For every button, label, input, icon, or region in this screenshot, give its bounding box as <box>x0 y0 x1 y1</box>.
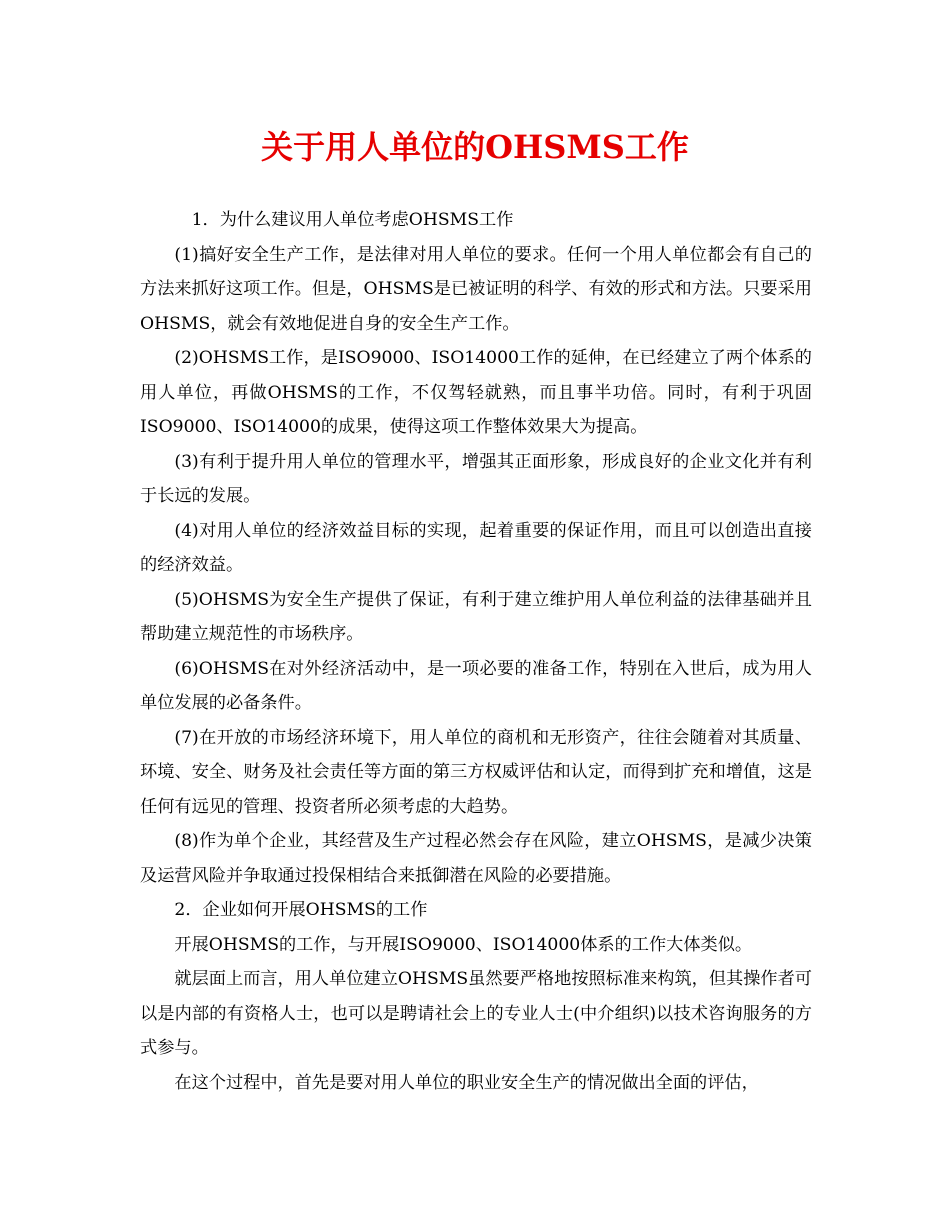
paragraph: (1)搞好安全生产工作，是法律对用人单位的要求。任何一个用人单位都会有自己的方法来抓好这项工作。但是，OHSMS是已被证明的科学、有效的形式和方法。只要采用OHSMS，就会有效地促进自身的安全生产工作。 <box>140 244 812 334</box>
paragraph: 就层面上而言，用人单位建立OHSMS虽然要严格地按照标准来构筑，但其操作者可以是内部的有资格人士，也可以是聘请社会上的专业人士(中介组织)以技术咨询服务的方式参与。 <box>140 969 812 1058</box>
document-body <box>140 203 812 1100</box>
paragraph: (3)有利于提升用人单位的管理水平，增强其正面形象，形成良好的企业文化并有利于长远的发展。 <box>140 451 812 506</box>
paragraph: (8)作为单个企业，其经营及生产过程必然会存在风险，建立OHSMS，是减少决策及运营风险并争取通过投保相结合来抵御潜在风险的必要措施。 <box>140 831 812 886</box>
paragraph: (4)对用人单位的经济效益目标的实现，起着重要的保证作用，而且可以创造出直接的经济效益。 <box>140 520 812 575</box>
section-heading-1: 1．为什么建议用人单位考虑OHSMS工作 <box>191 210 514 230</box>
section-heading-2: 2．企业如何开展OHSMS的工作 <box>174 900 428 920</box>
paragraph: (2)OHSMS工作，是ISO9000、ISO14000工作的延伸，在已经建立了两个体系的用人单位，再做OHSMS的工作，不仅驾轻就熟，而且事半功倍。同时，有利于巩固ISO9000、ISO14000的成果，使得这项工作整体效果大为提高。 <box>140 348 812 437</box>
paragraph: (7)在开放的市场经济环境下，用人单位的商机和无形资产，往往会随着对其质量、环境、安全、财务及社会责任等方面的第三方权威评估和认定，而得到扩充和增值，这是任何有远见的管理、投资者所必须考虑的大趋势。 <box>140 727 812 817</box>
paragraph: (5)OHSMS为安全生产提供了保证，有利于建立维护用人单位利益的法律基础并且帮助建立规范性的市场秩序。 <box>140 589 812 644</box>
paragraph: 在这个过程中，首先是要对用人单位的职业安全生产的情况做出全面的评估， <box>174 1072 759 1093</box>
paragraph: (6)OHSMS在对外经济活动中，是一项必要的准备工作，特别在入世后，成为用人单位发展的必备条件。 <box>140 658 812 713</box>
paragraph: 开展OHSMS的工作，与开展ISO9000、ISO14000体系的工作大体类似。 <box>174 934 753 955</box>
document-title: 关于用人单位的OHSMS工作 <box>261 128 689 166</box>
